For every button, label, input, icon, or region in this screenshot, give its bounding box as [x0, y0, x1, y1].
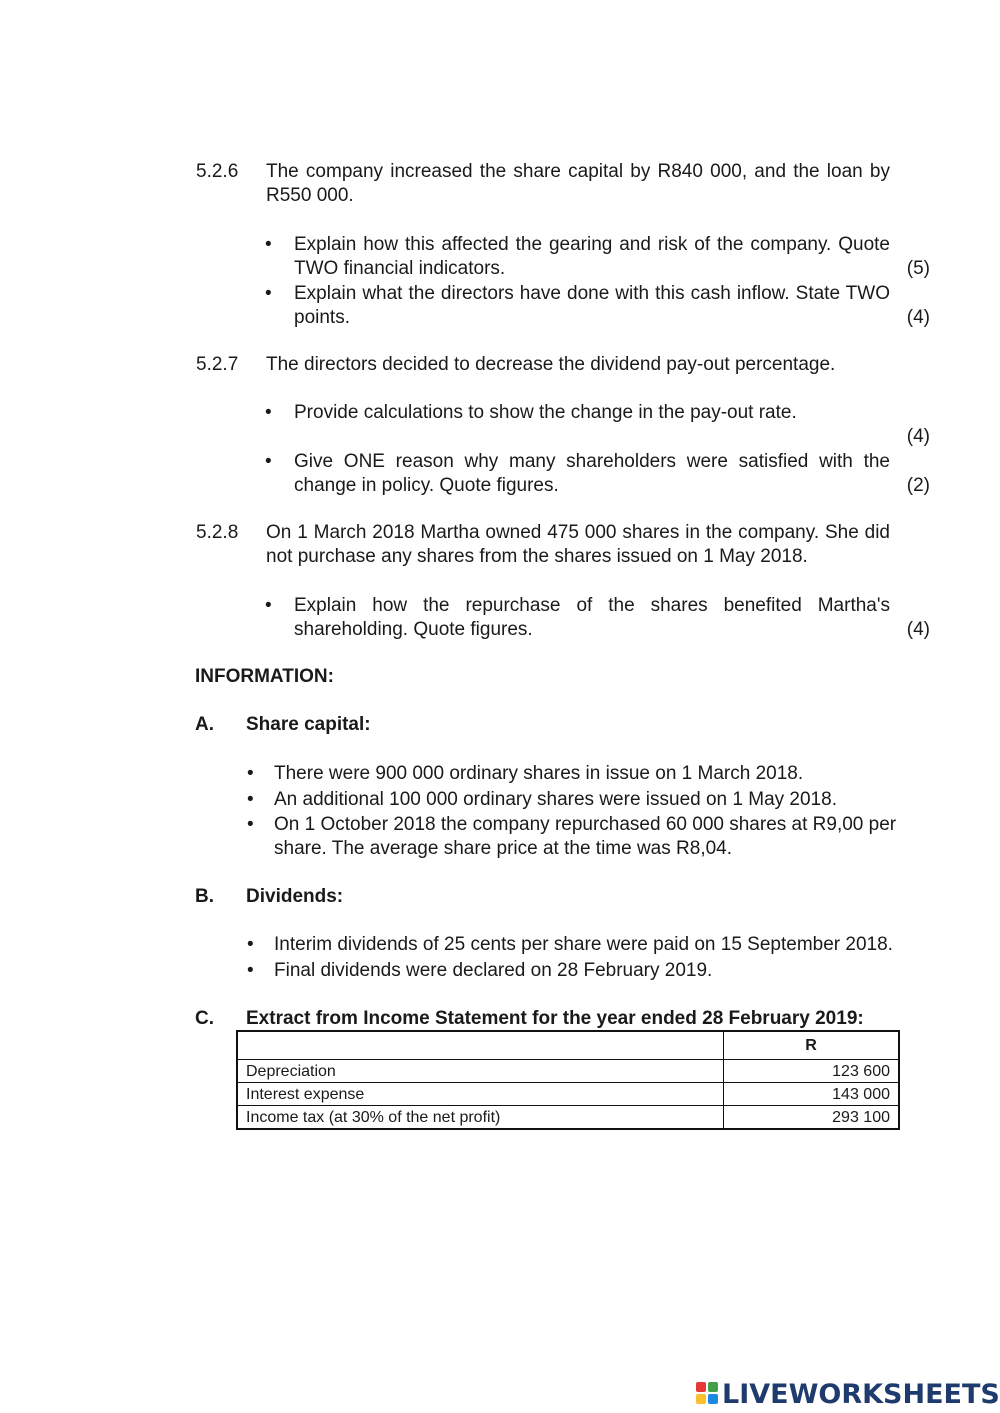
- question-number: 5.2.7: [196, 354, 239, 375]
- liveworksheets-logo[interactable]: [696, 1378, 1000, 1410]
- info-bullet: There were 900 000 ordinary shares in issue on 1 March 2018.: [274, 763, 804, 784]
- logo-text: LIVEWORKSHEETS: [722, 1378, 1000, 1410]
- bullet-icon: •: [247, 763, 254, 784]
- info-bullet: Interim dividends of 25 cents per share were paid on 15 September 2018.: [274, 934, 893, 955]
- information-heading: INFORMATION:: [195, 666, 334, 687]
- marks-label: (5): [906, 258, 930, 279]
- table-row: [237, 1060, 899, 1083]
- marks-label: (2): [906, 475, 930, 496]
- section-title: Share capital:: [246, 714, 371, 735]
- info-bullet: On 1 October 2018 the company repurchased 60 000 shares at R9,00 per share. The average share price at the time was R8,04.: [274, 814, 897, 859]
- bullet-icon: •: [265, 283, 272, 304]
- marks-label: (4): [906, 307, 930, 328]
- table-cell-amount: 293 100: [724, 1106, 900, 1130]
- bullet-icon: •: [247, 789, 254, 810]
- question-text: The company increased the share capital by R840 000, and the loan by R550 000.: [266, 161, 890, 206]
- table-cell-label: Income tax (at 30% of the net profit): [237, 1106, 724, 1130]
- table-cell-label: Depreciation: [237, 1060, 724, 1083]
- bullet-icon: •: [247, 960, 254, 981]
- bullet-icon: •: [247, 814, 254, 835]
- marks-label: (4): [906, 619, 930, 640]
- question-bullet: Give ONE reason why many shareholders were satisfied with the change in policy. Quote figures.: [294, 451, 890, 496]
- table-header-row: [237, 1031, 899, 1060]
- question-text: The directors decided to decrease the dividend pay-out percentage.: [266, 354, 836, 375]
- bullet-icon: •: [247, 934, 254, 955]
- question-number: 5.2.8: [196, 522, 239, 543]
- info-bullet: An additional 100 000 ordinary shares were issued on 1 May 2018.: [274, 789, 837, 810]
- table-cell-amount: 123 600: [724, 1060, 900, 1083]
- section-letter: B.: [195, 886, 214, 907]
- section-letter: A.: [195, 714, 214, 735]
- income-statement-table: [236, 1030, 900, 1130]
- question-text: On 1 March 2018 Martha owned 475 000 shares in the company. She did not purchase any shares from the shares issued on 1 May 2018.: [266, 522, 890, 567]
- bullet-icon: •: [265, 595, 272, 616]
- section-title: Dividends:: [246, 886, 344, 907]
- table-row: [237, 1083, 899, 1106]
- bullet-icon: •: [265, 402, 272, 423]
- section-letter: C.: [195, 1008, 214, 1029]
- table-row: [237, 1106, 899, 1130]
- table-header-cell: [237, 1031, 724, 1060]
- liveworksheets-logo-icon: [696, 1382, 720, 1406]
- bullet-icon: •: [265, 451, 272, 472]
- info-bullet: Final dividends were declared on 28 February 2019.: [274, 960, 713, 981]
- question-bullet: Explain what the directors have done with this cash inflow. State TWO points.: [294, 283, 890, 328]
- section-title: Extract from Income Statement for the year ended 28 February 2019:: [246, 1008, 864, 1029]
- question-bullet: Provide calculations to show the change in the pay-out rate.: [294, 402, 797, 423]
- table-header-cell: R: [724, 1031, 900, 1060]
- marks-label: (4): [906, 426, 930, 447]
- table-cell-amount: 143 000: [724, 1083, 900, 1106]
- question-number: 5.2.6: [196, 161, 239, 182]
- bullet-icon: •: [265, 234, 272, 255]
- table-cell-label: Interest expense: [237, 1083, 724, 1106]
- question-bullet: Explain how the repurchase of the shares benefited Martha's shareholding. Quote figures.: [294, 595, 890, 640]
- question-bullet: Explain how this affected the gearing and risk of the company. Quote TWO financial indicators.: [294, 234, 890, 279]
